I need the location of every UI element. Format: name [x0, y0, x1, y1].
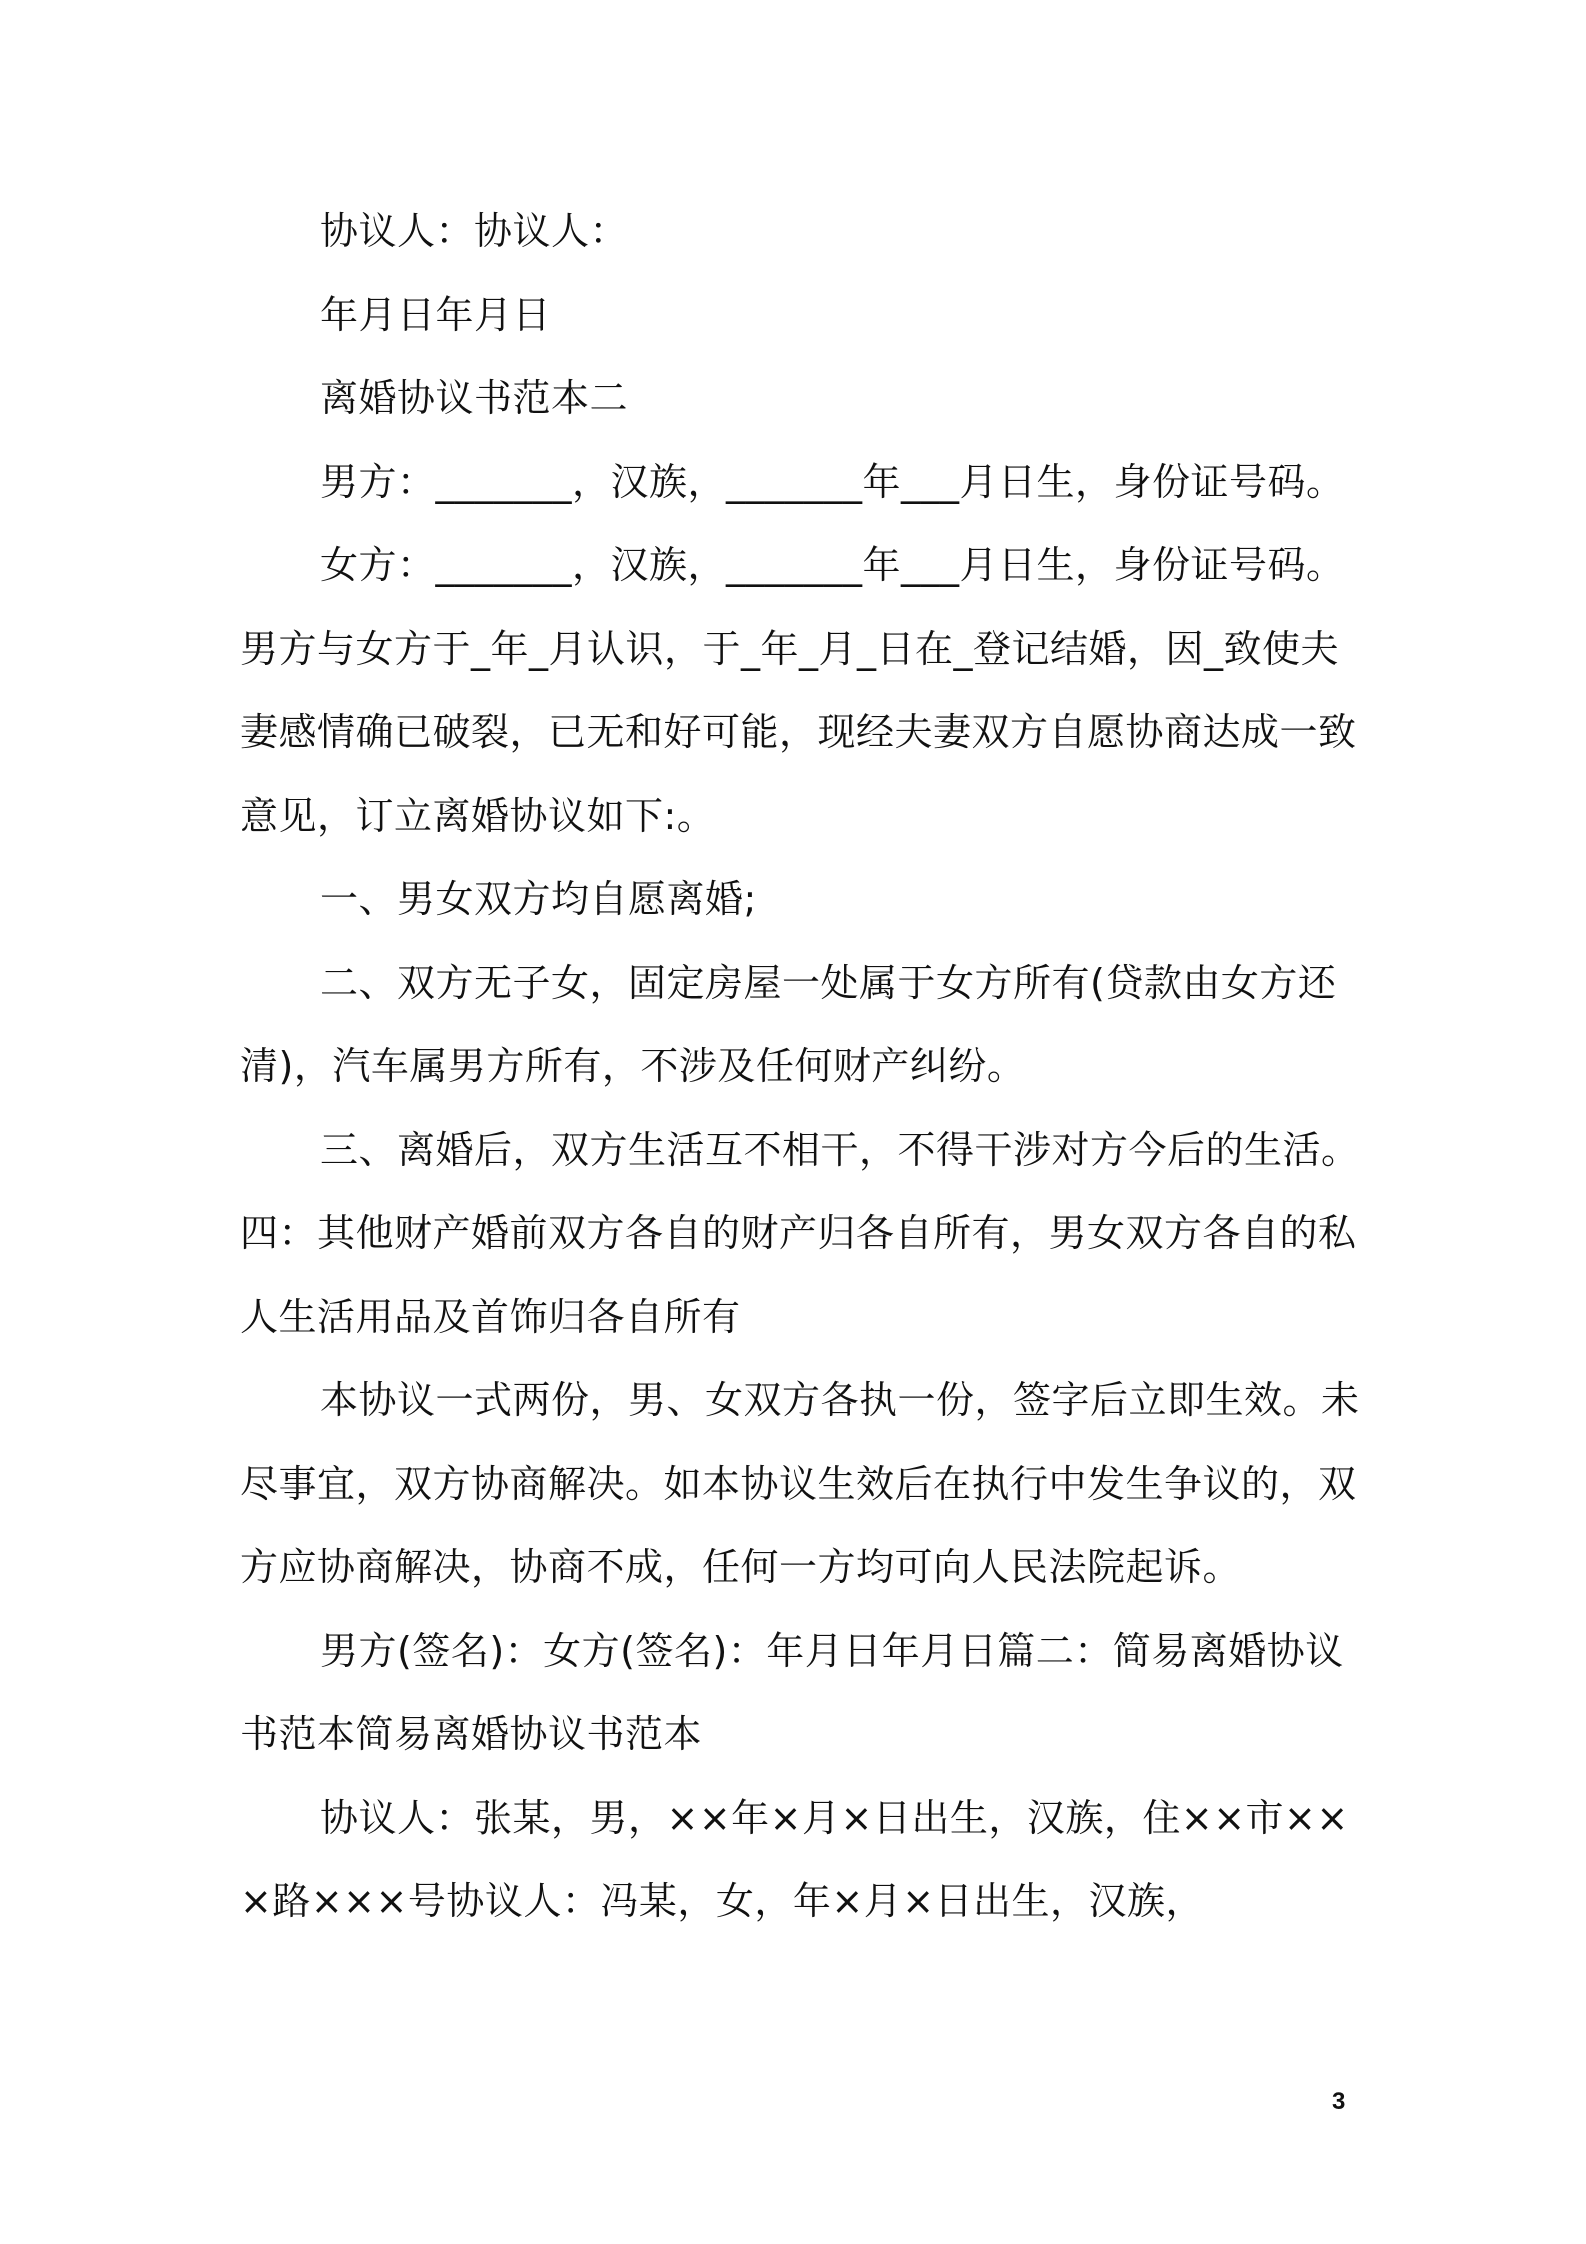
clause-2: 二、双方无子女，固定房屋一处属于女方所有(贷款由女方还清)，汽车属男方所有，不涉及任何财产纠纷。	[240, 960, 1337, 1088]
signature-paragraph: 男方(签名)：女方(签名)：年月日年月日篇二：简易离婚协议书范本简易离婚协议书范本	[240, 1628, 1344, 1756]
page-number: 3	[1332, 2088, 1346, 2115]
clause-3-4: 三、离婚后，双方生活互不相干，不得干涉对方今后的生活。四：其他财产婚前双方各自的财产归各自所有，男女双方各自的私人生活用品及首饰归各自所有	[240, 1127, 1360, 1339]
signatory-line: 协议人：协议人：	[320, 209, 629, 253]
husband-info-paragraph: 男方：_______，汉族，_______年___月日生，身份证号码。	[320, 459, 1345, 504]
date-line: 年月日年月日	[320, 292, 552, 337]
wife-info-paragraph: 女方：_______，汉族，_______年___月日生，身份证号码。男方与女方于_年_月认识，于_年_月_日在_登记结婚，因_致使夫妻感情确已破裂，已无和好可能，现经夫妻双方自愿协商达成一致意见，订立离婚协议如下:。	[240, 543, 1357, 838]
effectiveness-paragraph: 本协议一式两份，男、女双方各执一份，签字后立即生效。未尽事宜，双方协商解决。如本协议生效后在执行中发生争议的，双方应协商解决，协商不成，任何一方均可向人民法院起诉。	[240, 1378, 1360, 1589]
section-title: 离婚协议书范本二	[320, 376, 629, 420]
document-body	[240, 190, 1360, 1944]
clause-1: 一、男女双方均自愿离婚;	[320, 877, 757, 921]
parties-paragraph: 协议人：张某，男，××年×月×日出生，汉族，住××市×××路×××号协议人：冯某，女，年×月×日出生，汉族，	[240, 1795, 1349, 1923]
